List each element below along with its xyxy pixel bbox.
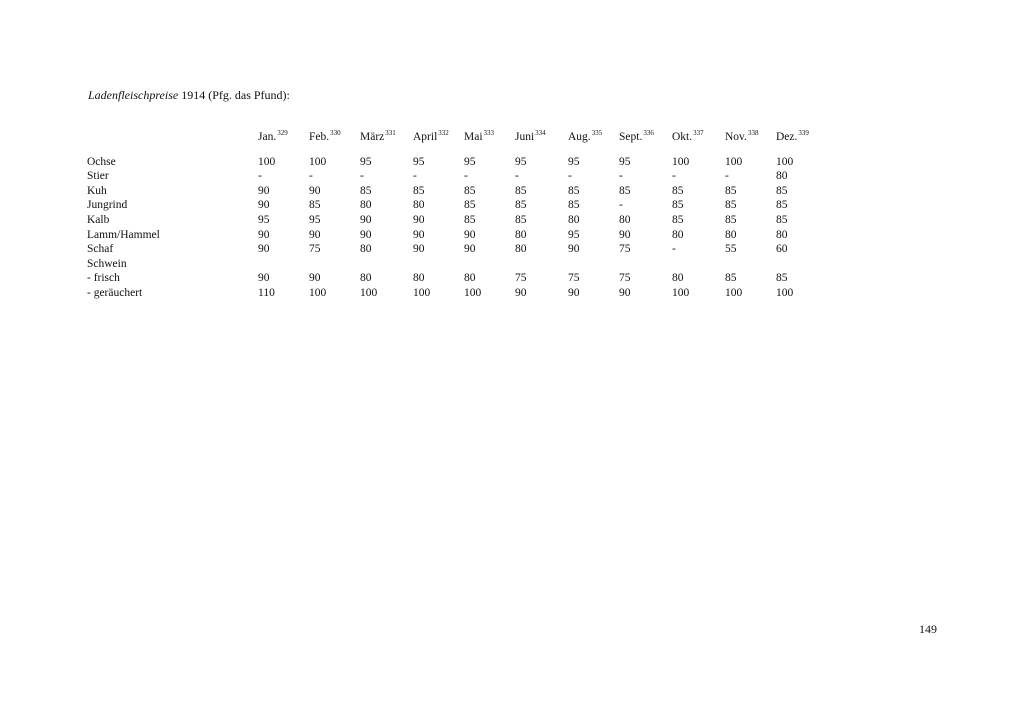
price-cell <box>258 257 309 272</box>
price-cell: 80 <box>725 228 737 241</box>
price-cell: 90 <box>258 272 270 285</box>
price-cell: 85 <box>568 184 580 197</box>
footnote-mark: 336 <box>643 129 654 137</box>
month-label: Mai <box>464 131 483 143</box>
table-row <box>87 228 827 243</box>
price-cell: 95 <box>309 213 321 226</box>
price-cell: 100 <box>776 155 794 168</box>
price-cell: 90 <box>258 184 270 197</box>
price-cell: 80 <box>672 228 684 241</box>
price-cell: - <box>464 170 468 183</box>
price-cell: 80 <box>413 199 425 212</box>
price-cell: 100 <box>360 286 378 299</box>
month-label: Feb. <box>309 131 330 143</box>
table-row <box>87 198 827 213</box>
price-cell: 95 <box>464 155 476 168</box>
price-cell: 75 <box>619 243 631 256</box>
price-cell <box>672 257 725 272</box>
row-label: Kuh <box>87 184 107 197</box>
month-header <box>672 126 725 155</box>
row-label: Schwein <box>87 257 127 270</box>
month-label: Nov. <box>725 131 747 143</box>
price-cell: 90 <box>464 243 476 256</box>
price-cell: 100 <box>672 155 690 168</box>
month-header <box>776 126 827 155</box>
price-cell: 90 <box>568 243 580 256</box>
price-cell: 85 <box>464 213 476 226</box>
price-cell: 90 <box>413 243 425 256</box>
price-cell: 55 <box>725 243 737 256</box>
price-cell: 90 <box>360 213 372 226</box>
price-cell: 85 <box>672 184 684 197</box>
row-label: Lamm/Hammel <box>87 228 160 241</box>
footnote-mark: 337 <box>693 129 704 137</box>
price-cell: 100 <box>725 155 743 168</box>
month-header <box>258 126 309 155</box>
price-cell: 85 <box>619 184 631 197</box>
price-cell: - <box>515 170 519 183</box>
price-cell: 90 <box>515 286 527 299</box>
price-cell <box>619 257 672 272</box>
price-cell: 90 <box>309 272 321 285</box>
row-label: Kalb <box>87 213 110 226</box>
price-cell: 85 <box>360 184 372 197</box>
price-cell: 85 <box>725 199 737 212</box>
footnote-mark: 335 <box>591 129 603 137</box>
price-cell: 90 <box>568 286 580 299</box>
price-cell: 85 <box>309 199 321 212</box>
month-label: Okt. <box>672 131 693 143</box>
price-cell: 95 <box>568 155 580 168</box>
price-cell: 85 <box>568 199 580 212</box>
price-cell: 80 <box>776 228 788 241</box>
price-cell: 80 <box>360 243 372 256</box>
row-label: Ochse <box>87 155 116 168</box>
month-label: Dez. <box>776 131 798 143</box>
price-cell: 75 <box>515 272 527 285</box>
price-cell: - <box>413 170 417 183</box>
price-cell: 85 <box>776 199 788 212</box>
row-label: - frisch <box>87 272 120 285</box>
table-row <box>87 155 827 170</box>
price-cell: 100 <box>464 286 482 299</box>
price-cell: 90 <box>309 228 321 241</box>
price-cell: 100 <box>413 286 431 299</box>
table-title <box>88 88 290 103</box>
price-cell: 95 <box>515 155 527 168</box>
price-cell: 85 <box>413 184 425 197</box>
price-cell <box>725 257 776 272</box>
month-header <box>515 126 568 155</box>
price-cell: 80 <box>515 243 527 256</box>
price-cell <box>776 257 827 272</box>
price-cell: 80 <box>360 272 372 285</box>
price-cell: 80 <box>515 228 527 241</box>
header-blank <box>87 126 258 155</box>
price-cell <box>309 257 360 272</box>
footnote-mark: 334 <box>535 129 546 137</box>
price-cell: 100 <box>776 286 794 299</box>
price-cell: 80 <box>413 272 425 285</box>
price-cell: - <box>619 199 623 212</box>
price-cell: 75 <box>309 243 321 256</box>
price-cell: 85 <box>776 184 788 197</box>
price-cell: 90 <box>619 286 631 299</box>
price-cell: 85 <box>515 213 527 226</box>
price-cell: - <box>360 170 364 183</box>
footnote-mark: 329 <box>277 129 288 137</box>
row-label: Jungrind <box>87 199 128 212</box>
month-header <box>725 126 776 155</box>
footnote-mark: 333 <box>483 129 495 137</box>
month-label: Jan. <box>258 131 277 143</box>
header-row <box>87 126 827 155</box>
price-cell: 95 <box>258 213 270 226</box>
price-cell: 95 <box>568 228 580 241</box>
price-cell: 90 <box>464 228 476 241</box>
price-cell: 85 <box>776 272 788 285</box>
price-cell: 85 <box>725 184 737 197</box>
table-body <box>87 155 827 301</box>
price-cell: 90 <box>258 199 270 212</box>
price-cell <box>360 257 413 272</box>
price-cell: 75 <box>619 272 631 285</box>
price-cell: 95 <box>413 155 425 168</box>
page-number: 149 <box>919 622 937 636</box>
price-cell: 90 <box>619 228 631 241</box>
month-label: Juni <box>515 131 535 143</box>
table-row <box>87 286 827 301</box>
price-cell: 90 <box>309 184 321 197</box>
price-cell: - <box>309 170 313 183</box>
price-cell: - <box>258 170 262 183</box>
price-cell: 60 <box>776 243 788 256</box>
month-header <box>309 126 360 155</box>
price-cell: 100 <box>725 286 743 299</box>
price-cell: 110 <box>258 286 275 299</box>
row-label: Schaf <box>87 243 114 256</box>
price-cell: - <box>568 170 572 183</box>
footnote-mark: 339 <box>798 129 809 137</box>
price-cell: 80 <box>360 199 372 212</box>
price-cell: 100 <box>258 155 276 168</box>
footnote-mark: 331 <box>385 129 396 137</box>
price-cell: 80 <box>568 213 580 226</box>
month-header <box>619 126 672 155</box>
table-row <box>87 184 827 199</box>
price-cell <box>515 257 568 272</box>
table-row <box>87 271 827 286</box>
row-label: Stier <box>87 170 109 183</box>
price-cell: 85 <box>776 213 788 226</box>
footnote-mark: 338 <box>747 129 759 137</box>
table-row <box>87 257 827 272</box>
price-cell: 100 <box>309 155 327 168</box>
month-header <box>360 126 413 155</box>
footnote-mark: 332 <box>438 129 449 137</box>
month-label: Aug. <box>568 131 591 143</box>
price-cell: 85 <box>725 272 737 285</box>
price-cell <box>413 257 464 272</box>
month-label: April <box>413 131 438 143</box>
price-cell: 80 <box>776 170 788 183</box>
price-cell: 90 <box>413 228 425 241</box>
price-cell: 100 <box>309 286 327 299</box>
price-cell: 90 <box>360 228 372 241</box>
price-cell: 90 <box>413 213 425 226</box>
price-cell: 100 <box>672 286 690 299</box>
price-cell: 95 <box>360 155 372 168</box>
price-cell: 85 <box>725 213 737 226</box>
price-cell: 85 <box>464 199 476 212</box>
row-label: - geräuchert <box>87 286 143 299</box>
month-label: März <box>360 131 385 143</box>
month-header <box>464 126 515 155</box>
price-cell: 85 <box>515 199 527 212</box>
table-row <box>87 242 827 257</box>
month-header <box>413 126 464 155</box>
price-cell: 85 <box>672 213 684 226</box>
table-row <box>87 169 827 184</box>
title-italic: Ladenfleischpreise <box>88 88 179 102</box>
price-cell: 80 <box>464 272 476 285</box>
price-cell: - <box>672 243 676 256</box>
price-cell: 90 <box>258 228 270 241</box>
price-cell: 75 <box>568 272 580 285</box>
price-cell: 80 <box>619 213 631 226</box>
price-cell: 90 <box>258 243 270 256</box>
price-cell: - <box>672 170 676 183</box>
month-header <box>568 126 619 155</box>
price-cell: - <box>619 170 623 183</box>
price-cell <box>568 257 619 272</box>
footnote-mark: 330 <box>330 129 341 137</box>
price-cell: 80 <box>672 272 684 285</box>
price-cell: - <box>725 170 729 183</box>
price-cell <box>464 257 515 272</box>
meat-price-table <box>87 126 827 301</box>
table-row <box>87 213 827 228</box>
price-cell: 85 <box>464 184 476 197</box>
month-label: Sept. <box>619 131 643 143</box>
title-rest: 1914 (Pfg. das Pfund): <box>178 88 290 102</box>
price-cell: 85 <box>672 199 684 212</box>
price-cell: 85 <box>515 184 527 197</box>
price-cell: 95 <box>619 155 631 168</box>
